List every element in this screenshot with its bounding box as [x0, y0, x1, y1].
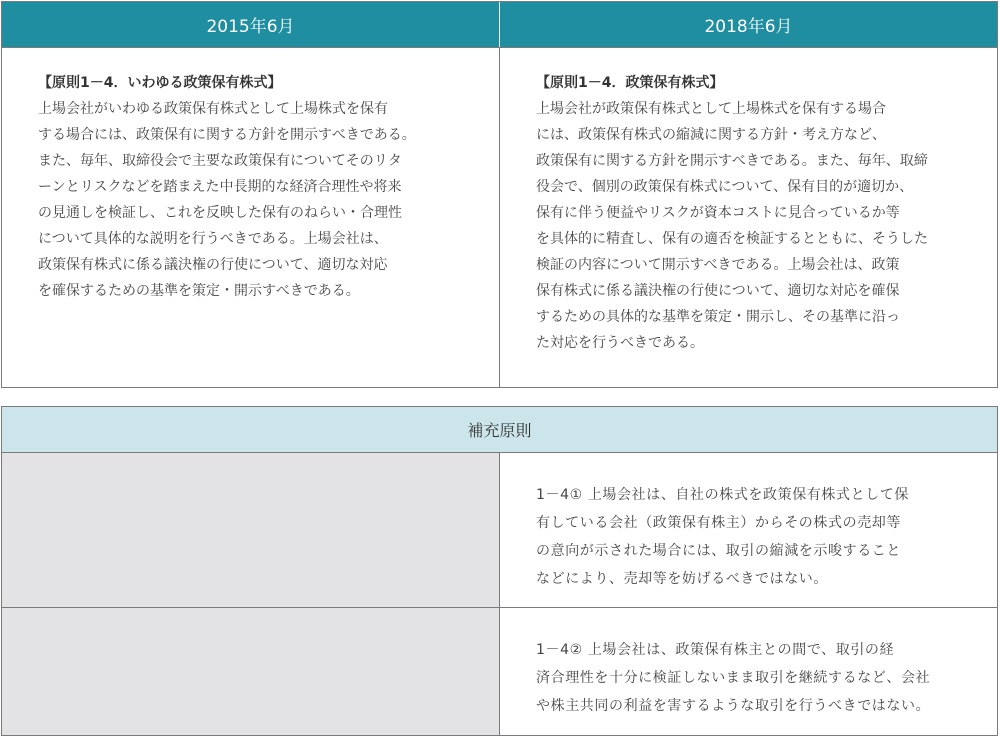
cell-2018 — [500, 48, 997, 387]
comparison-body-row — [2, 47, 997, 387]
supplementary-text-1: 1－4① 上場会社は、自社の株式を政策保有株式として保 有している会社（政策保有株主）からその株式の売却等 の意向が示された場合には、取引の縮減を示唆すること などにより、売却等を妨げるべきではない。 — [536, 487, 910, 587]
comparison-header-row — [2, 2, 997, 47]
empty-2015-cell — [2, 453, 500, 607]
comparison-table — [1, 1, 998, 388]
cell-2015 — [2, 48, 500, 387]
supplementary-cell — [500, 453, 997, 607]
principle-text-2015: 上場会社がいわゆる政策保有株式として上場株式を保有 する場合には、政策保有に関する方針を開示すべきである。 また、毎年、取締役会で主要な政策保有についてそのリタ ーンとリスクなどを踏まえた中長期的な経済合理性や将来 の見通しを検証し、これを反映した保有のねらい・合理性 について具体的な説明を行うべきである。上場会社は、 政策保有株式に係る議決権の行使について、適切な対応 を確保するための基準を策定・開示すべきである。 — [38, 101, 416, 299]
supplementary-row — [2, 452, 997, 607]
supplementary-text-2: 1－4② 上場会社は、政策保有株主との間で、取引の経 済合理性を十分に検証しないまま取引を継続するなど、会社 や株主共同の利益を害するような取引を行うべきではない。 — [536, 642, 931, 714]
supplementary-table — [1, 406, 998, 736]
supplementary-cell — [500, 608, 997, 735]
principle-text-2018: 上場会社が政策保有株式として上場株式を保有する場合 には、政策保有株式の縮減に関する方針・考え方など、 政策保有に関する方針を開示すべきである。また、毎年、取締 役会で、個別の政策保有株式について、保有目的が適切か、 保有に伴う便益やリスクが資本コストに見合っているか等 を具体的に精査し、保有の適否を検証するとともに、そうした 検証の内容について開示すべきである。上場会社は、政策 保有株式に係る議決権の行使について、適切な対応を確保 するための具体的な基準を策定・開示し、その基準に沿っ た対応を行うべきである。 — [536, 101, 928, 351]
principle-title-2015: 【原則1－4．いわゆる政策保有株式】 — [38, 75, 282, 91]
header-2018: 2018年6月 — [500, 2, 997, 47]
supplementary-row — [2, 607, 997, 735]
header-2015: 2015年6月 — [2, 2, 500, 47]
principle-title-2018: 【原則1－4．政策保有株式】 — [536, 75, 724, 91]
supplementary-header: 補充原則 — [2, 407, 997, 452]
empty-2015-cell — [2, 608, 500, 735]
